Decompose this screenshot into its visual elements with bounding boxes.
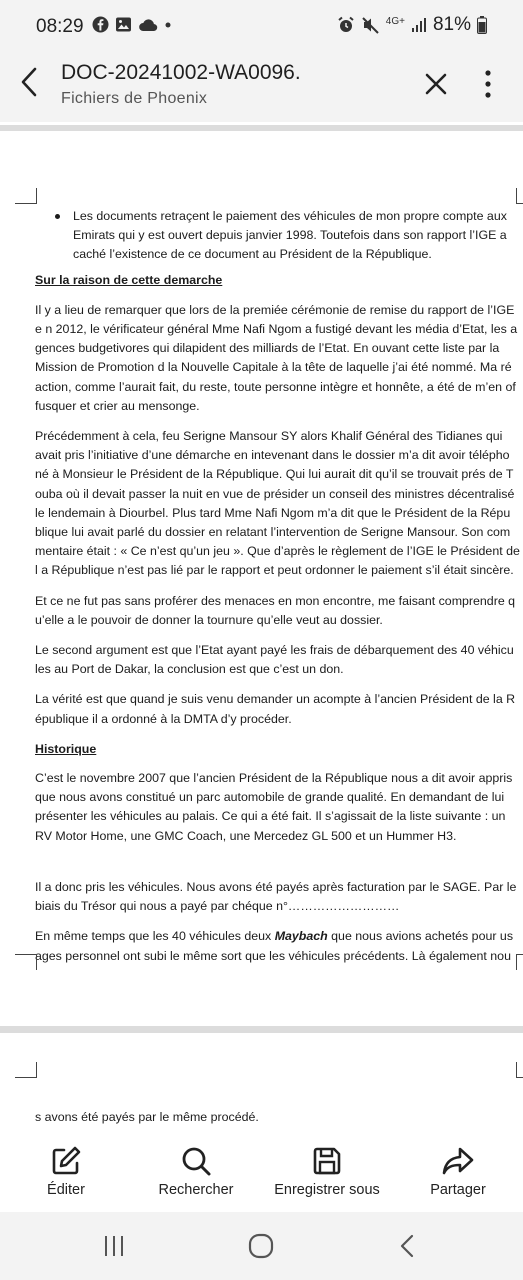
recent-apps-icon bbox=[102, 1235, 126, 1257]
page-corner-mark bbox=[15, 954, 37, 970]
signal-icon bbox=[411, 17, 427, 33]
battery-percent: 81% bbox=[432, 14, 471, 35]
paragraph: Il a donc pris les véhicules. Nous avons été payés après facturation par le SAGE. Par le biais du Trésor qui nous a payé par chéque n°……………………… bbox=[35, 879, 517, 914]
document-location: Fichiers de Phoenix bbox=[61, 90, 208, 107]
more-options-button[interactable] bbox=[478, 66, 498, 102]
app-bar bbox=[0, 52, 523, 122]
document-page-2-content bbox=[35, 1108, 521, 1138]
bold-italic-word: Maybach bbox=[274, 929, 328, 944]
more-vertical-icon bbox=[485, 69, 491, 99]
search-icon bbox=[180, 1145, 212, 1177]
recent-apps-button[interactable] bbox=[98, 1230, 130, 1262]
paragraph: C’est le novembre 2007 que l’ancien Président de la République nous a dit avoir appris que nous avons constitué un parc automobile de grande qualité. En demandant de lui présenter les véhicules au palais. Ce qui a été fait. Il s’agissait de la liste suivante : un RV Motor Home, une GMC Coach, une Mercedez GL 500 et un Hummer H3. bbox=[35, 771, 513, 843]
paragraph: Et ce ne fut pas sans proférer des menaces en mon encontre, me faisant comprendre q u’elle a le pouvoir de donner la tournure qu’elle veut au dossier. bbox=[35, 593, 516, 627]
bullet-paragraph: Les documents retraçent le paiement des véhicules de mon propre compte aux Emirats qui y est ouvert depuis janvier 1998. Toutefois dans son rapport l’IGE a caché l’existence de ce document au Président de la République. bbox=[35, 207, 521, 265]
dot-icon bbox=[164, 21, 172, 29]
page-corner-mark bbox=[516, 188, 523, 204]
section-heading-historique: Historique bbox=[35, 741, 97, 756]
share-label: Partager bbox=[430, 1182, 486, 1198]
cloud-icon bbox=[138, 17, 158, 32]
home-button[interactable] bbox=[244, 1230, 278, 1262]
paragraph: s avons été payés par le même procédé. bbox=[35, 1110, 259, 1124]
paragraph: En même temps que les 40 véhicules deux Maybach que nous avions achetés pour us ages personnel ont subi le même sort que les véhicules précédents. Là également nou bbox=[35, 929, 514, 963]
save-as-label: Enregistrer sous bbox=[274, 1182, 380, 1198]
back-icon bbox=[400, 1234, 414, 1258]
paragraph: La vérité est que quand je suis venu demander un acompte à l’ancien Président de la R épublique il a ordonné à la DMTA d’y procéder. bbox=[35, 692, 516, 726]
paragraph: Il y a lieu de remarquer que lors de la premiée cérémonie de remise du rapport de l’IGE e n 2012, le vérificateur général Mme Nafi Ngom a fustigé devant les média d’Etat, les a gences budgetivores qui dilapident des milliards de l’Etat. En ouvant cette liste par la Mission de Promotion d la Nouvelle Capitale à la tête de laquelle j’ai été nommé. Ma ré action, comme l’aurait fait, du reste, toute personne intègre et honnête, a été de m’en of fusquer et crier au mensonge. bbox=[35, 302, 518, 413]
save-as-button[interactable] bbox=[268, 1136, 386, 1212]
page-separator bbox=[0, 1026, 523, 1033]
close-button[interactable] bbox=[420, 66, 452, 102]
paragraph: Le second argument est que l’Etat ayant payé les frais de débarquement des 40 véhicu les au Port de Dakar, la conclusion est que c’est un don. bbox=[35, 643, 514, 677]
mute-icon bbox=[361, 16, 380, 34]
system-navigation-bar bbox=[0, 1212, 523, 1280]
page-separator-top bbox=[0, 125, 523, 131]
paragraph: Précédemment à cela, feu Serigne Mansour SY alors Khalif Général des Tidianes qui avait pris l’initiative d’une démarche en intevenant dans le dossier m’a dit avoir télépho né à Monsieur le Président de la République. Qui lui aurait dit qu’il se trouvait prés de T ouba où il devait passer la nuit en vue de présider un conseil des ministres décentralisé le lendemain à Diourbel. Plus tard Mme Nafi Ngom m’a dit que le Président de la Répu blique lui avait parlé du dossier en relatant l’intervention de Serigne Mansour. Son com mentaire était : « Ce n’est qu’un jeu ». Que d’après le règlement de l’IGE le Président de l a République n’est pas lié par le rapport et peut ordonner le paiement s’il était sincère. bbox=[35, 429, 520, 578]
edit-button[interactable] bbox=[30, 1136, 102, 1212]
status-bar bbox=[0, 0, 523, 52]
bottom-toolbar bbox=[0, 1136, 523, 1212]
page-corner-mark bbox=[15, 1062, 37, 1078]
network-type: 4G+ bbox=[385, 16, 405, 27]
facebook-icon bbox=[92, 16, 109, 33]
search-button[interactable] bbox=[151, 1136, 241, 1212]
status-notification-icons bbox=[92, 16, 172, 33]
page-corner-mark bbox=[516, 1062, 523, 1078]
edit-icon bbox=[50, 1145, 82, 1177]
chevron-left-icon bbox=[19, 66, 39, 98]
close-icon bbox=[424, 72, 448, 96]
document-page-content bbox=[35, 207, 521, 977]
gallery-icon bbox=[115, 16, 132, 33]
status-time: 08:29 bbox=[36, 16, 84, 37]
share-icon bbox=[441, 1145, 475, 1177]
edit-label: Éditer bbox=[47, 1182, 85, 1198]
status-right-group bbox=[337, 14, 487, 36]
bullet-icon bbox=[55, 214, 60, 219]
back-button[interactable] bbox=[14, 62, 44, 102]
page-corner-mark bbox=[516, 954, 523, 970]
save-icon bbox=[311, 1145, 343, 1177]
search-label: Rechercher bbox=[158, 1182, 234, 1198]
alarm-icon bbox=[337, 16, 355, 34]
battery-icon bbox=[477, 16, 487, 34]
section-heading-raison: Sur la raison de cette demarche bbox=[35, 272, 223, 287]
page-corner-mark bbox=[15, 188, 37, 204]
document-title: DOC-20241002-WA0096. bbox=[61, 61, 301, 84]
share-button[interactable] bbox=[420, 1136, 496, 1212]
nav-back-button[interactable] bbox=[394, 1230, 420, 1262]
home-icon bbox=[248, 1233, 274, 1259]
